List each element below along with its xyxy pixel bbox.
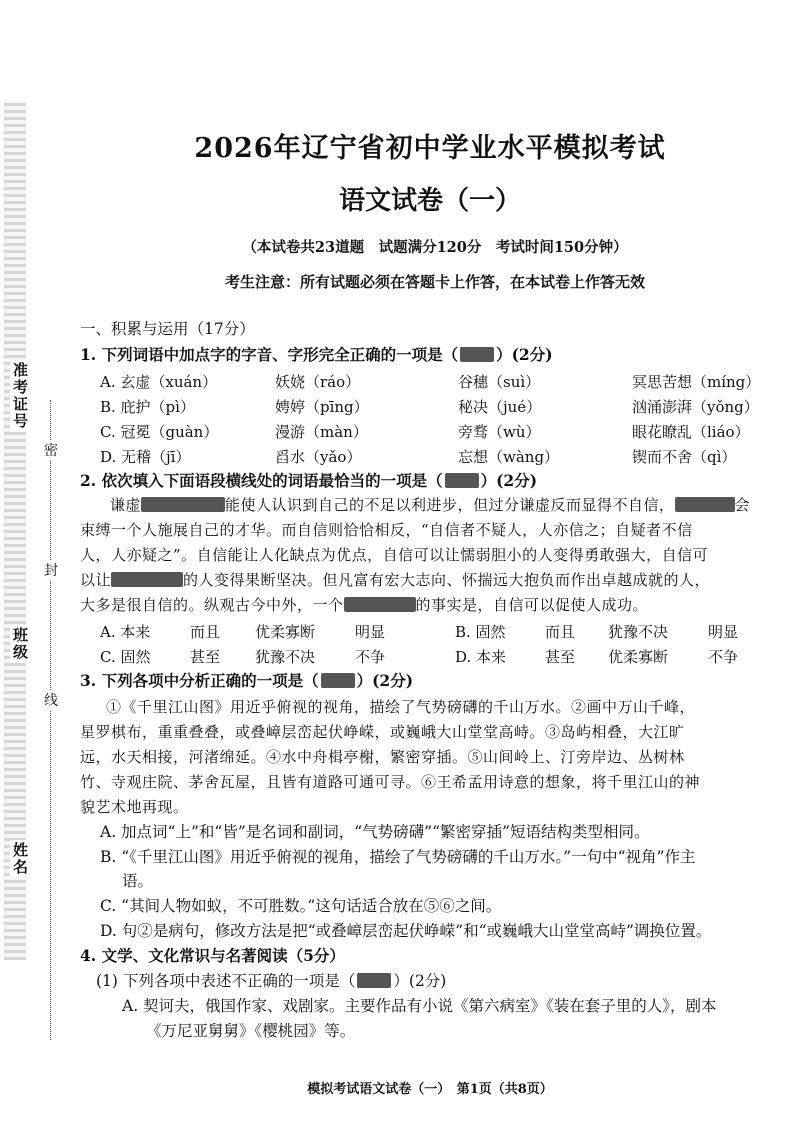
fill-blank-1 xyxy=(141,497,225,512)
name-field: 姓名 xyxy=(11,842,29,876)
question-3-stem: 3. 下列各项中分析正确的一项是（ ）(2分) xyxy=(80,671,414,690)
option-b-4: 明显 xyxy=(708,623,739,641)
answer-blank xyxy=(445,473,479,488)
exam-notice: 考生注意：所有试题必须在答题卡上作答，在本试卷上作答无效 xyxy=(224,273,645,291)
question-4-stem: 4. 文学、文化常识与名著阅读（5分） xyxy=(80,946,345,965)
option-b-4: 汹涌澎湃（yǒng） xyxy=(632,398,759,416)
passage-line: 谦虚 能使人认识到自己的不足以利进步，但过分谦虚反而显得不自信， 会 xyxy=(110,496,751,514)
option-d-1: D. 无稽（jī） xyxy=(100,448,191,466)
answer-blank xyxy=(321,673,355,688)
binding-strip xyxy=(4,100,26,960)
fill-blank-4 xyxy=(344,597,416,612)
option-d-2: 甚至 xyxy=(545,648,576,666)
option-b-cont: 语。 xyxy=(122,872,154,890)
option-b-1: B. 固然 xyxy=(455,623,506,641)
option-d-1: D. 本来 xyxy=(455,648,507,666)
option-c-3: 旁骛（wù） xyxy=(458,423,541,441)
option-b-1: B. 庇护（pì） xyxy=(100,398,195,416)
option-c-3: 犹豫不决 xyxy=(255,648,316,666)
option-d-3: 优柔寡断 xyxy=(608,648,669,666)
page-footer: 模拟考试语文试卷（一） 第1页（共8页） xyxy=(307,1082,553,1097)
exam-subtitle: 语文试卷（一） xyxy=(338,186,521,216)
fill-blank-2 xyxy=(675,497,735,512)
option-d: D. 句②是病句，修改方法是把“或叠嶂层峦起伏峥嵘”和“或巍峨大山堂堂高峙”调换位置。 xyxy=(100,922,712,940)
option-a-4: 冥思苦想（míng） xyxy=(632,373,761,391)
seal-mark-xian: 线 xyxy=(44,690,58,710)
option-b: B. “《千里江山图》用近乎俯视的视角，描绘了气势磅礴的千山万水。”一句中“视角”作主 xyxy=(100,848,696,866)
passage-line: 人，人亦疑之”。自信能让人化缺点为优点，自信可以让懦弱胆小的人变得勇敢强大，自信可 xyxy=(80,546,709,564)
passage-line: ①《千里江山图》用近乎俯视的视角，描绘了气势磅礴的千山万水。②画中万山千峰， xyxy=(106,698,696,716)
option-b-3: 犹豫不决 xyxy=(608,623,669,641)
option-c-2: 漫游（màn） xyxy=(275,423,368,441)
passage-line: 束缚一个人施展自己的才华。而自信则恰恰相反，“自信者不疑人，人亦信之；自疑者不信 xyxy=(80,521,693,539)
section-heading: 一、积累与运用（17分） xyxy=(80,320,255,338)
exam-number-field: 准考证号 xyxy=(11,362,29,430)
option-d-2: 舀水（yǎo） xyxy=(275,448,362,466)
seal-mark-feng: 封 xyxy=(44,560,58,580)
option-a: A. 契诃夫，俄国作家、戏剧家。主要作品有小说《第六病室》《装在套子里的人》，剧本 xyxy=(122,997,717,1015)
option-c-4: 不争 xyxy=(355,648,386,666)
exam-info: （本试卷共23道题 试题满分120分 考试时间150分钟） xyxy=(242,239,628,256)
option-c-1: C. 冠冕（guàn） xyxy=(100,423,219,441)
option-d-3: 忘想（wàng） xyxy=(458,448,560,466)
passage-line: 貌艺术地再现。 xyxy=(80,798,189,816)
passage-line: 竹、寺观庄院、茅舍瓦屋，且皆有道路可通可寻。⑥王希孟用诗意的想象，将千里江山的神 xyxy=(80,773,701,791)
option-d-4: 锲而不舍（qì） xyxy=(632,448,737,466)
passage-line: 远，水天相接，河渚绵延。④水中舟楫亭榭，繁密穿插。⑤山间岭上、汀旁岸边、丛树林 xyxy=(80,748,685,766)
option-a-4: 明显 xyxy=(355,623,386,641)
option-a-2: 而且 xyxy=(190,623,221,641)
option-a-3: 优柔寡断 xyxy=(255,623,316,641)
fill-blank-3 xyxy=(111,572,183,587)
option-c-2: 甚至 xyxy=(190,648,221,666)
question-4-1-stem: (1) 下列各项中表述不正确的一项是（ ）(2分) xyxy=(96,972,447,990)
exam-title: 2026年辽宁省初中学业水平模拟考试 xyxy=(194,133,666,164)
binding-margin xyxy=(0,0,60,1130)
option-c: C. “其间人物如蚁，不可胜数。”这句话适合放在⑤⑥之间。 xyxy=(100,897,502,915)
option-a-3: 谷穗（suì） xyxy=(458,373,541,391)
passage-line: 星罗棋布，重重叠叠，或叠嶂层峦起伏峥嵘，或巍峨大山堂堂高峙。③岛屿相叠，大江旷 xyxy=(80,723,685,741)
option-d-4: 不争 xyxy=(708,648,739,666)
option-a: A. 加点词“上”和“皆”是名词和副词，“气势磅礴”“繁密穿插”短语结构类型相同。 xyxy=(100,823,650,841)
seal-line xyxy=(50,400,51,1040)
option-b-2: 而且 xyxy=(545,623,576,641)
question-1-stem: 1. 下列词语中加点字的字音、字形完全正确的一项是（ ）(2分) xyxy=(80,345,553,364)
answer-blank xyxy=(460,347,494,362)
answer-blank xyxy=(357,973,391,988)
question-2-stem: 2. 依次填入下面语段横线处的词语最恰当的一项是（ ）(2分) xyxy=(80,471,538,490)
option-c-4: 眼花瞭乱（liáo） xyxy=(632,423,750,441)
option-a-cont: 《万尼亚舅舅》《樱桃园》等。 xyxy=(146,1022,356,1040)
option-b-3: 秘决（jué） xyxy=(458,398,542,416)
seal-mark-mi: 密 xyxy=(44,440,58,460)
passage-line: 大多是很自信的。纵观古今中外，一个 的事实是，自信可以促使人成功。 xyxy=(80,596,649,614)
passage-line: 以让 的人变得果断坚决。但凡富有宏大志向、怀揣远大抱负而作出卓越成就的人， xyxy=(80,571,711,589)
option-a-1: A. 玄虚（xuán） xyxy=(100,373,218,391)
option-b-2: 娉婷（pīng） xyxy=(275,398,369,416)
option-c-1: C. 固然 xyxy=(100,648,151,666)
option-a-2: 妖娆（ráo） xyxy=(275,373,361,391)
option-a-1: A. 本来 xyxy=(100,623,151,641)
class-field: 班级 xyxy=(11,627,29,661)
